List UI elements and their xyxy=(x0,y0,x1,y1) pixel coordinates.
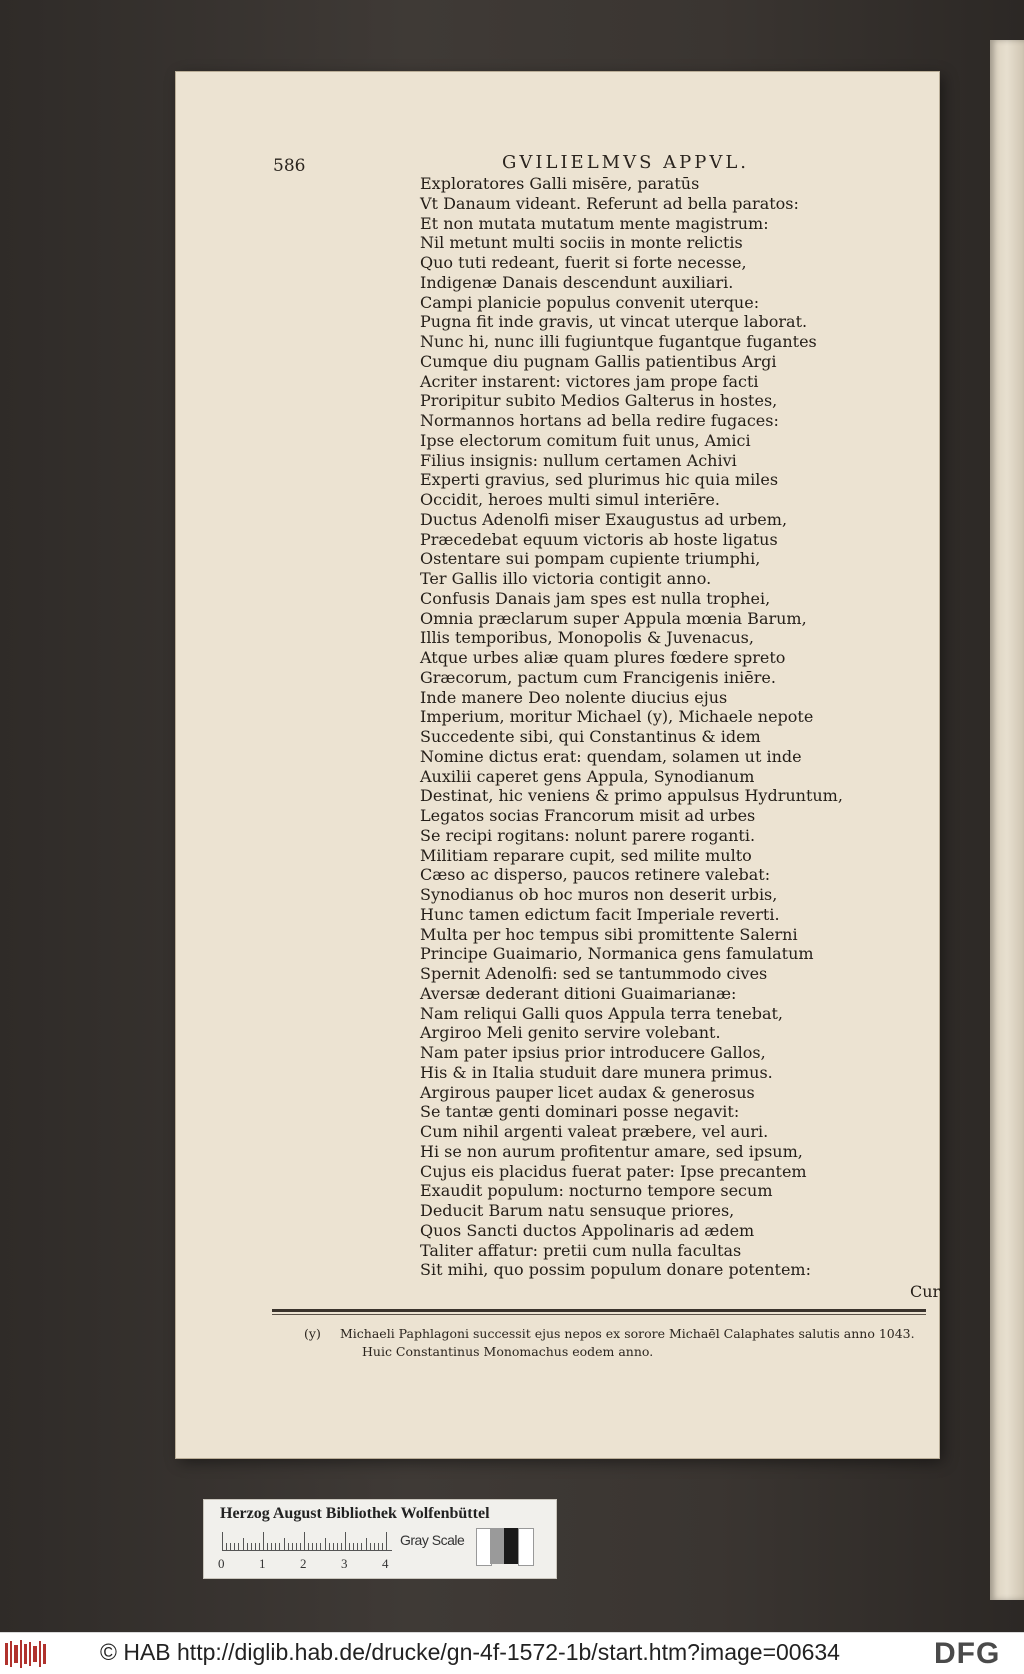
ruler-tick xyxy=(288,1543,289,1550)
verse-line: Deducit Barum natu sensuque priores, xyxy=(420,1201,735,1220)
dfg-logo: DFG xyxy=(934,1637,1001,1670)
verse-line: Atque urbes aliæ quam plures fœdere spreto xyxy=(420,648,786,667)
source-url[interactable]: © HAB http://diglib.hab.de/drucke/gn-4f-1572-1b/start.htm?image=00634 xyxy=(100,1639,840,1665)
verse-line: Cæso ac disperso, paucos retinere valebat: xyxy=(420,865,771,885)
ruler-tick xyxy=(263,1532,264,1550)
verse-line: Spernit Adenolfi: sed se tantummodo cives xyxy=(420,964,768,983)
verse-line: Argirous pauper licet audax & generosus xyxy=(420,1082,755,1102)
ruler-tick xyxy=(234,1543,235,1550)
ruler-tick xyxy=(325,1538,326,1550)
ruler-tick xyxy=(251,1543,252,1550)
ruler-tick xyxy=(312,1543,313,1550)
ruler-tick xyxy=(361,1543,362,1550)
gray-swatch xyxy=(490,1528,504,1564)
ruler-tick xyxy=(349,1543,350,1550)
ruler-tick xyxy=(382,1543,383,1550)
verse-line: Hunc tamen edictum facit Imperiale reverti. xyxy=(420,904,780,924)
ruler-tick xyxy=(275,1543,276,1550)
ruler-tick xyxy=(243,1538,244,1550)
book-edge xyxy=(990,40,1024,1600)
color-calibration-card xyxy=(203,1499,557,1579)
verse-line: Pugna fit inde gravis, ut vincat uterque laborat. xyxy=(420,312,808,332)
ruler-tick xyxy=(370,1543,371,1550)
verse-line: Aversæ dederant ditioni Guaimarianæ: xyxy=(420,983,737,1003)
verse-line: Ter Gallis illo victoria contigit anno. xyxy=(420,569,712,588)
verse-line: Nomine dictus erat: quendam, solamen ut inde xyxy=(420,746,802,766)
catchword: Cur xyxy=(910,1282,941,1301)
verse-line: Militiam reparare cupit, sed milite multo xyxy=(420,845,752,865)
verse-line: Nam reliqui Galli quos Appula terra tenebat, xyxy=(420,1003,784,1023)
footnote-rule xyxy=(272,1309,926,1312)
ruler-tick xyxy=(226,1543,227,1550)
ruler-tick xyxy=(366,1538,367,1550)
verse-line: Indigenæ Danais descendunt auxiliari. xyxy=(420,272,734,292)
gray-scale-label: Gray Scale xyxy=(400,1532,465,1548)
page-number: 586 xyxy=(273,156,306,176)
ruler-tick xyxy=(247,1543,248,1550)
ruler-tick xyxy=(378,1543,379,1550)
verse-line: Occidit, heroes multi simul interiēre. xyxy=(420,490,720,509)
verse-line: Præcedebat equum victoris ab hoste ligatus xyxy=(420,529,778,549)
verse-line: Se tantæ genti dominari posse negavit: xyxy=(420,1102,740,1122)
ruler-tick xyxy=(353,1543,354,1550)
verse-line: Taliter affatur: pretii cum nulla facultas xyxy=(420,1240,742,1260)
verse-text xyxy=(420,174,843,1280)
verse-line: Nam pater ipsius prior introducere Gallos, xyxy=(420,1043,766,1062)
verse-line: Succedente sibi, qui Constantinus & idem xyxy=(420,727,761,746)
gray-swatch xyxy=(518,1528,534,1566)
verse-line: Campi planicie populus convenit uterque: xyxy=(420,292,760,312)
ruler-tick xyxy=(329,1543,330,1550)
ruler-tick xyxy=(296,1543,297,1550)
ruler-tick xyxy=(320,1543,321,1550)
running-head: GVILIELMVS APPVL. xyxy=(502,152,750,173)
verse-line: Nil metunt multi sociis in monte relictis xyxy=(420,233,743,253)
verse-line: Nunc hi, nunc illi fugiuntque fugantque fugantes xyxy=(420,332,817,351)
gray-swatch xyxy=(504,1528,518,1564)
verse-line: Omnia præclarum super Appula mœnia Barum, xyxy=(420,608,807,628)
scale-ruler xyxy=(222,1530,392,1551)
book-page xyxy=(176,72,939,1458)
verse-line: Synodianus ob hoc muros non deserit urbis, xyxy=(420,885,778,904)
verse-line: Ostentare sui pompam cupiente triumphi, xyxy=(420,549,761,569)
footer-bar xyxy=(0,1632,1024,1674)
ruler-number: 3 xyxy=(341,1556,348,1571)
ruler-tick xyxy=(333,1543,334,1550)
footnote-line: Huic Constantinus Monomachus eodem anno. xyxy=(362,1344,654,1359)
verse-line: Quos Sancti ductos Appolinaris ad ædem xyxy=(420,1220,755,1240)
ruler-tick xyxy=(341,1543,342,1550)
ruler-tick xyxy=(284,1538,285,1550)
verse-line: Imperium, moritur Michael (y), Michaele nepote xyxy=(420,707,814,727)
ruler-tick xyxy=(222,1532,223,1550)
verse-line: Multa per hoc tempus sibi promittente Salerni xyxy=(420,924,798,944)
ruler-number: 2 xyxy=(300,1556,307,1571)
verse-line: Acriter instarent: victores jam prope facti xyxy=(420,371,759,391)
verse-line: Illis temporibus, Monopolis & Juvenacus, xyxy=(420,628,754,648)
ruler-tick xyxy=(316,1543,317,1550)
verse-line: Græcorum, pactum cum Francigenis iniēre. xyxy=(420,667,776,687)
verse-line: Exaudit populum: nocturno tempore secum xyxy=(420,1181,773,1201)
verse-line: Inde manere Deo nolente diucius ejus xyxy=(420,687,728,707)
ruler-tick xyxy=(345,1532,346,1550)
ruler-tick xyxy=(267,1543,268,1550)
library-name: Herzog August Bibliothek Wolfenbüttel xyxy=(220,1505,490,1522)
ruler-number: 4 xyxy=(382,1556,389,1571)
verse-line: Ductus Adenolfi miser Exaugustus ad urbem, xyxy=(420,509,788,529)
footnote-line: Michaeli Paphlagoni successit ejus nepos ex sorore Michaēl Calaphates salutis anno 1043. xyxy=(340,1326,915,1341)
ruler-tick xyxy=(230,1543,231,1550)
barcode-icon xyxy=(4,1639,50,1669)
verse-line: Et non mutata mutatum mente magistrum: xyxy=(420,213,769,233)
verse-line: Auxilii caperet gens Appula, Synodianum xyxy=(420,766,755,786)
ruler-tick xyxy=(271,1543,272,1550)
verse-line: Vt Danaum videant. Referunt ad bella paratos: xyxy=(420,193,799,213)
ruler-number: 0 xyxy=(218,1556,225,1571)
ruler-tick xyxy=(304,1532,305,1550)
verse-line: Normannos hortans ad bella redire fugaces: xyxy=(420,411,779,430)
verse-line: Argiroo Meli genito servire volebant. xyxy=(420,1023,721,1043)
verse-line: Cumque diu pugnam Gallis patientibus Argi xyxy=(420,351,777,371)
ruler-tick xyxy=(308,1543,309,1550)
ruler-tick xyxy=(238,1543,239,1550)
verse-line: Ipse electorum comitum fuit unus, Amici xyxy=(420,430,751,450)
ruler-tick xyxy=(386,1532,387,1550)
verse-line: Filius insignis: nullum certamen Achivi xyxy=(420,450,737,470)
verse-line: Principe Guaimario, Normanica gens famulatum xyxy=(420,944,814,964)
verse-line: Proripitur subito Medios Galterus in hostes, xyxy=(420,391,778,411)
ruler-tick xyxy=(259,1543,260,1550)
ruler-number: 1 xyxy=(259,1556,266,1571)
verse-line: Exploratores Galli misēre, paratūs xyxy=(420,174,700,193)
ruler-tick xyxy=(279,1543,280,1550)
ruler-tick xyxy=(374,1543,375,1550)
verse-line: Experti gravius, sed plurimus hic quia miles xyxy=(420,470,779,490)
verse-line: Cum nihil argenti valeat præbere, vel auri. xyxy=(420,1122,769,1141)
verse-line: Cujus eis placidus fuerat pater: Ipse precantem xyxy=(420,1161,807,1181)
verse-line: Destinat, hic veniens & primo appulsus Hydruntum, xyxy=(420,786,843,806)
ruler-tick xyxy=(357,1543,358,1550)
verse-line: His & in Italia studuit dare munera primus. xyxy=(420,1062,773,1082)
footnote-mark: (y) xyxy=(304,1326,321,1341)
ruler-tick xyxy=(300,1543,301,1550)
verse-line: Hi se non aurum profitentur amare, sed ipsum, xyxy=(420,1141,803,1161)
ruler-tick xyxy=(337,1543,338,1550)
verse-line: Se recipi rogitans: nolunt parere roganti. xyxy=(420,825,756,845)
verse-line: Sit mihi, quo possim populum donare potentem: xyxy=(420,1260,811,1280)
ruler-tick xyxy=(292,1543,293,1550)
verse-line: Legatos socias Francorum misit ad urbes xyxy=(420,806,756,825)
verse-line: Confusis Danais jam spes est nulla trophei, xyxy=(420,588,771,608)
ruler-tick xyxy=(255,1543,256,1550)
verse-line: Quo tuti redeant, fuerit si forte necesse, xyxy=(420,253,747,272)
